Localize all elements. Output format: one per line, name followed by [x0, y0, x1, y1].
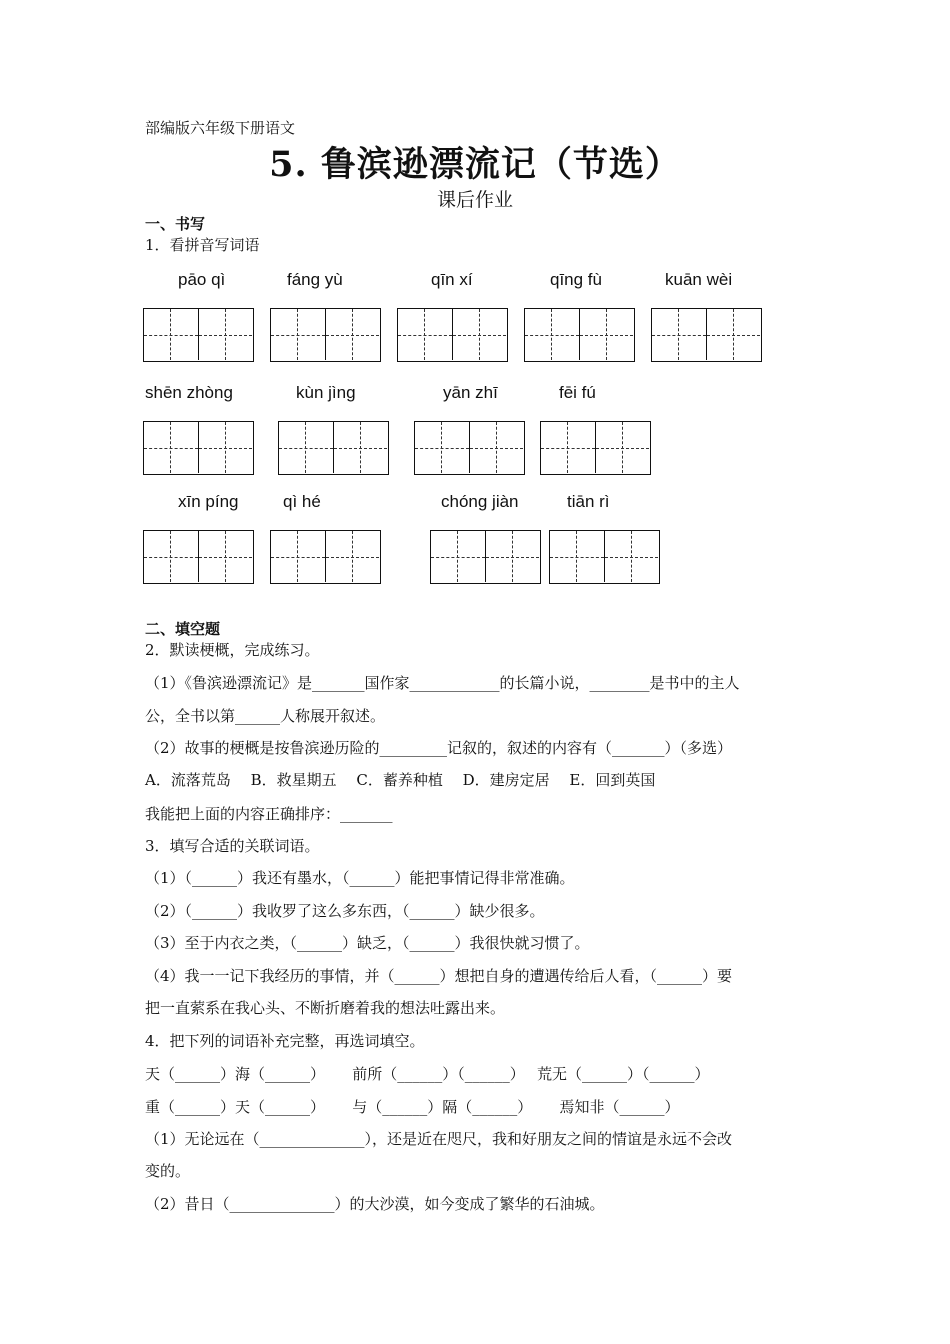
grid-cell[interactable]	[144, 422, 198, 473]
text-line: 把一直萦系在我心头、不断折磨着我的想法吐露出来。	[145, 999, 506, 1017]
grid-cell[interactable]	[652, 309, 706, 360]
grid-cell[interactable]	[579, 309, 633, 360]
text-line: 3．填写合适的关联词语。	[145, 837, 320, 855]
text-line: 变的。	[145, 1162, 191, 1180]
text-line: （2）（______）我收罗了这么多东西，（______）缺少很多。	[145, 902, 545, 920]
text-line: 公，全书以第______人称展开叙述。	[145, 707, 386, 725]
writing-grid[interactable]	[430, 530, 541, 584]
text-line: （1）（______）我还有墨水，（______）能把事情记得非常准确。	[145, 869, 575, 887]
pinyin-label: shēn zhòng	[145, 383, 233, 402]
text-line: （1）无论远在（______________），还是近在咫尺，我和好朋友之间的情谊是永远不会改	[145, 1130, 733, 1148]
grid-cell[interactable]	[279, 422, 333, 473]
pinyin-label: pāo qì	[178, 270, 226, 289]
pinyin-label: chóng jiàn	[441, 492, 519, 511]
pinyin-label: kùn jìng	[296, 383, 356, 402]
text-line: 天（______）海（______） 前所（______）（______） 荒无（______）（______）	[145, 1065, 710, 1083]
text-line: （2）昔日（______________）的大沙漠，如今变成了繁华的石油城。	[145, 1195, 605, 1213]
writing-grid[interactable]	[143, 530, 254, 584]
text-line: 我能把上面的内容正确排序：_______	[145, 805, 393, 823]
grid-cell[interactable]	[398, 309, 452, 360]
section-fill-heading: 二、填空题	[145, 620, 221, 638]
text-line: （1）《鲁滨逊漂流记》是_______国作家____________的长篇小说，________是书中的主人	[145, 674, 740, 692]
subject-label: 部编版六年级下册语文	[145, 119, 296, 137]
text-line: （2）故事的梗概是按鲁滨逊历险的_________记叙的，叙述的内容有（_______）（多选）	[145, 739, 733, 757]
writing-grid[interactable]	[270, 530, 381, 584]
page-subtitle: 课后作业	[436, 189, 513, 211]
text-line: A．流落荒岛 B．救星期五 C．蓄养种植 D．建房定居 E．回到英国	[145, 771, 656, 789]
pinyin-label: kuān wèi	[665, 270, 733, 289]
section-writing-heading: 一、书写	[145, 215, 206, 233]
grid-cell[interactable]	[415, 422, 469, 473]
grid-cell[interactable]	[198, 309, 252, 360]
grid-cell[interactable]	[271, 309, 325, 360]
pinyin-label: qīn xí	[431, 270, 473, 289]
page-title: 5. 鲁滨逊漂流记（节选）	[269, 144, 681, 185]
grid-cell[interactable]	[485, 531, 539, 582]
pinyin-label: qīng fù	[550, 270, 602, 289]
grid-cell[interactable]	[604, 531, 658, 582]
writing-grid[interactable]	[143, 308, 254, 362]
writing-grid[interactable]	[524, 308, 635, 362]
grid-cell[interactable]	[325, 531, 379, 582]
pinyin-label: fēi fú	[559, 383, 596, 402]
writing-grid[interactable]	[549, 530, 660, 584]
grid-cell[interactable]	[144, 531, 198, 582]
grid-cell[interactable]	[431, 531, 485, 582]
grid-cell[interactable]	[550, 531, 604, 582]
pinyin-label: xīn píng	[178, 492, 239, 511]
grid-cell[interactable]	[706, 309, 760, 360]
grid-cell[interactable]	[525, 309, 579, 360]
grid-cell[interactable]	[144, 309, 198, 360]
grid-cell[interactable]	[333, 422, 387, 473]
writing-grid[interactable]	[397, 308, 508, 362]
pinyin-label: fáng yù	[287, 270, 343, 289]
question-1-prompt: 1．看拼音写词语	[145, 236, 260, 254]
text-line: 重（______）天（______） 与（______）隔（______） 焉知非（______）	[145, 1098, 680, 1116]
text-line: （3）至于内衣之类，（______）缺乏，（______）我很快就习惯了。	[145, 934, 590, 952]
writing-grid[interactable]	[651, 308, 762, 362]
text-line: 2．默读梗概，完成练习。	[145, 641, 320, 659]
writing-grid[interactable]	[270, 308, 381, 362]
pinyin-label: tiān rì	[567, 492, 610, 511]
grid-cell[interactable]	[271, 531, 325, 582]
writing-grid[interactable]	[540, 421, 651, 475]
text-line: （4）我一一记下我经历的事情，并（______）想把自身的遭遇传给后人看，（______）要	[145, 967, 733, 985]
text-line: 4．把下列的词语补充完整，再选词填空。	[145, 1032, 425, 1050]
grid-cell[interactable]	[595, 422, 649, 473]
pinyin-label: qì hé	[283, 492, 321, 511]
writing-grid[interactable]	[278, 421, 389, 475]
grid-cell[interactable]	[198, 422, 252, 473]
grid-cell[interactable]	[325, 309, 379, 360]
grid-cell[interactable]	[469, 422, 523, 473]
writing-grid[interactable]	[143, 421, 254, 475]
grid-cell[interactable]	[198, 531, 252, 582]
grid-cell[interactable]	[452, 309, 506, 360]
grid-cell[interactable]	[541, 422, 595, 473]
writing-grid[interactable]	[414, 421, 525, 475]
pinyin-label: yān zhī	[443, 383, 498, 402]
